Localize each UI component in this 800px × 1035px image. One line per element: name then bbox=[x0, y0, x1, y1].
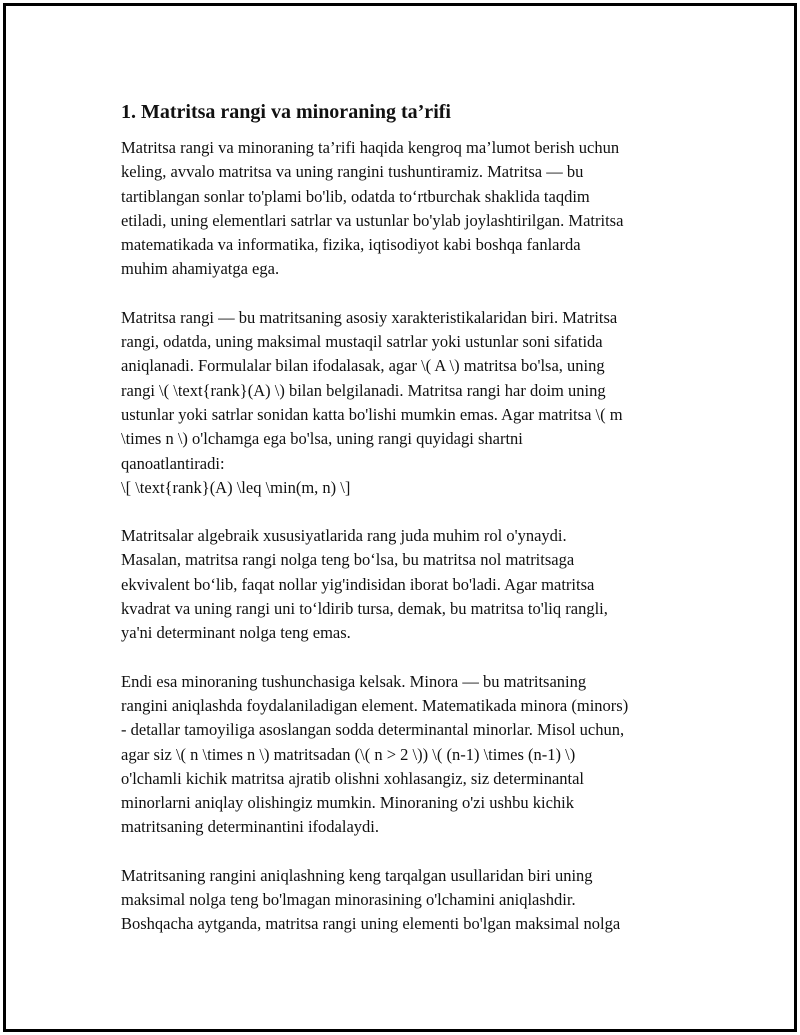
document-body bbox=[121, 98, 706, 961]
text-line: matritsaning determinantini ifodalaydi. bbox=[121, 817, 379, 837]
paragraph-rank-properties bbox=[121, 524, 706, 645]
paragraph-rank-by-minors bbox=[121, 864, 706, 937]
text-line: Matritsa rangi — bu matritsaning asosiy xarakteristikalaridan biri. Matritsa bbox=[121, 307, 618, 327]
text-line: maksimal nolga teng bo'lmagan minorasining o'lchamini aniqlashdir. bbox=[121, 890, 576, 910]
text-line: Boshqacha aytganda, matritsa rangi uning elementi bo'lgan maksimal nolga bbox=[121, 914, 621, 934]
text-line: matematikada va informatika, fizika, iqtisodiyot kabi boshqa fanlarda bbox=[121, 235, 581, 255]
text-line: minorlarni aniqlay olishingiz mumkin. Minoraning o'zi ushbu kichik bbox=[121, 793, 575, 813]
text-line: ekvivalent bo‘lib, faqat nollar yig'indisidan iborat bo'ladi. Agar matritsa bbox=[121, 574, 595, 594]
text-line: qanoatlantiradi: bbox=[121, 453, 225, 473]
text-line: Matritsa rangi va minoraning ta’rifi haqida kengroq ma’lumot berish uchun bbox=[121, 138, 620, 157]
paragraph-matrix-rank bbox=[121, 306, 706, 500]
text-line: - detallar tamoyiliga asoslangan sodda determinantal minorlar. Misol uchun, bbox=[121, 720, 625, 740]
text-line: Endi esa minoraning tushunchasiga kelsak. Minora — bu matritsaning bbox=[121, 671, 587, 691]
text-line: agar siz \( n \times n \) matritsadan (\( n > 2 \)) \( (n-1) \times (n-1) \) bbox=[121, 744, 576, 764]
text-line: kvadrat va uning rangi uni to‘ldirib tursa, demak, bu matritsa to'liq rangli, bbox=[121, 599, 608, 619]
text-line: muhim ahamiyatga ega. bbox=[121, 259, 280, 279]
text-line: \times n \) o'lchamga ega bo'lsa, uning rangi quyidagi shartni bbox=[121, 429, 523, 449]
text-line: ustunlar yoki satrlar sonidan katta bo'lishi mumkin emas. Agar matritsa \( m bbox=[121, 404, 623, 424]
text-line: rangi \( \text{rank}(A) \) bilan belgilanadi. Matritsa rangi har doim uning bbox=[121, 380, 606, 400]
text-line: etiladi, uning elementlari satrlar va ustunlar bo'ylab joylashtirilgan. Matritsa bbox=[121, 210, 624, 230]
text-line: rangi, odatda, uning maksimal mustaqil satrlar yoki ustunlar soni sifatida bbox=[121, 332, 603, 352]
text-line: ya'ni determinant nolga teng emas. bbox=[121, 623, 351, 643]
page-frame bbox=[3, 3, 797, 1032]
paragraph-matrix-intro bbox=[121, 136, 706, 282]
text-line: tartiblangan sonlar to'plami bo'lib, odatda to‘rtburchak shaklida taqdim bbox=[121, 186, 590, 206]
text-line: Masalan, matritsa rangi nolga teng bo‘lsa, bu matritsa nol matritsaga bbox=[121, 550, 575, 570]
text-line: aniqlanadi. Formulalar bilan ifodalasak, agar \( A \) matritsa bo'lsa, uning bbox=[121, 356, 605, 376]
section-heading: 1. Matritsa rangi va minoraning ta’rifi bbox=[121, 101, 451, 123]
text-line: o'lchamli kichik matritsa ajratib olishni xohlasangiz, siz determinantal bbox=[121, 768, 585, 788]
text-line: keling, avvalo matritsa va uning rangini tushuntiramiz. Matritsa — bu bbox=[121, 162, 584, 182]
formula-line: \[ \text{rank}(A) \leq \min(m, n) \] bbox=[121, 477, 351, 497]
paragraph-minor-definition bbox=[121, 670, 706, 840]
text-line: rangini aniqlashda foydalaniladigan element. Matematikada minora (minors) bbox=[121, 695, 629, 715]
text-line: Matritsalar algebraik xususiyatlarida rang juda muhim rol o'ynaydi. bbox=[121, 526, 567, 546]
text-line: Matritsaning rangini aniqlashning keng tarqalgan usullaridan biri uning bbox=[121, 865, 593, 885]
